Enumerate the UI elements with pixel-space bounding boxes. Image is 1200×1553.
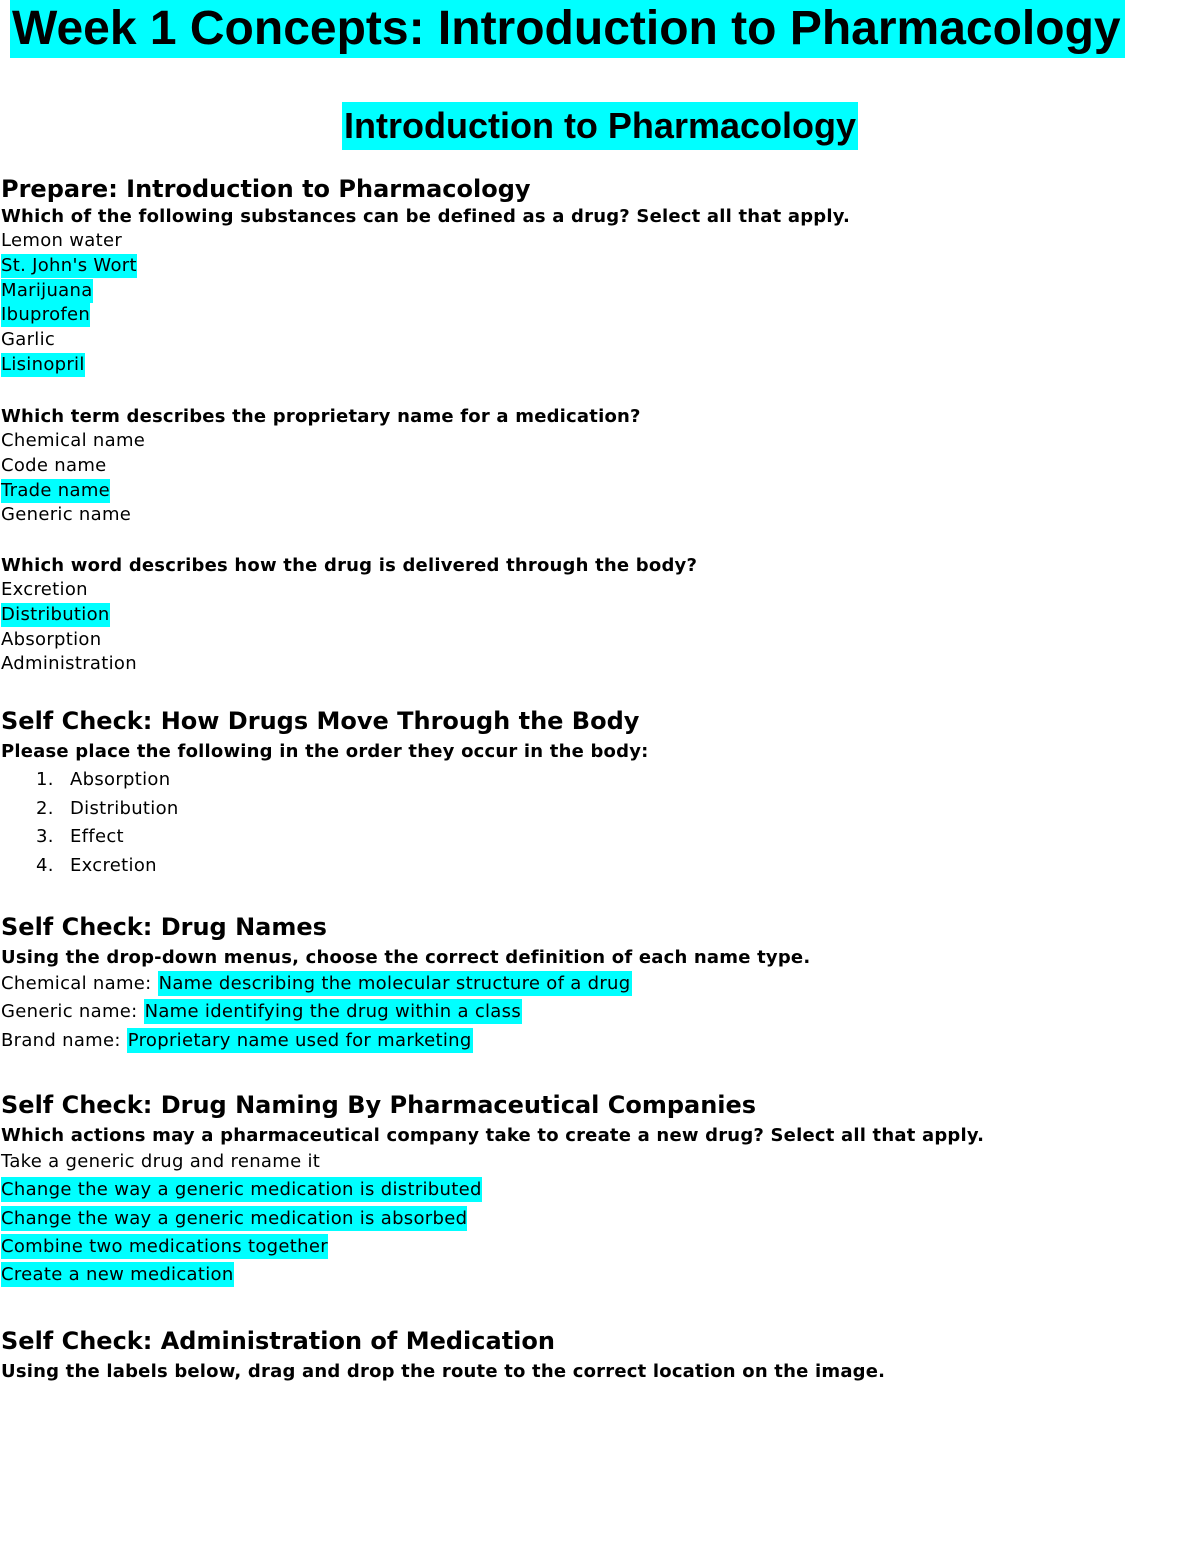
option-item-correct: Distribution <box>1 603 110 625</box>
dropdown-answer[interactable]: Name describing the molecular structure of a drug <box>158 973 631 994</box>
question-prompt: Please place the following in the order they occur in the body: <box>1 741 649 762</box>
option-item: Lemon water <box>1 230 123 251</box>
name-type-label: Brand name: <box>1 1029 121 1051</box>
question-prompt: Which word describes how the drug is delivered through the body? <box>1 555 698 576</box>
question-prompt: Using the labels below, drag and drop the route to the correct location on the image. <box>1 1361 886 1382</box>
list-item: 3. Effect <box>36 826 124 847</box>
document-subtitle-text: Introduction to Pharmacology <box>342 102 858 150</box>
option-item: Chemical name <box>1 430 146 451</box>
prepare-heading: Prepare: Introduction to Pharmacology <box>1 175 531 203</box>
option-item-correct: Create a new medication <box>1 1264 234 1286</box>
question-block <box>0 553 1200 677</box>
option-item-correct: Trade name <box>1 479 111 501</box>
naming-companies-section <box>0 1090 1200 1289</box>
option-item: Administration <box>1 653 137 675</box>
document-subtitle <box>0 102 1200 150</box>
option-item-correct: Ibuprofen <box>1 304 91 326</box>
document-title <box>0 0 1200 62</box>
document-title-text: Week 1 Concepts: Introduction to Pharmacology <box>10 0 1125 58</box>
question-prompt: Which term describes the proprietary name for a medication? <box>1 406 641 427</box>
option-item: Code name <box>1 454 107 476</box>
option-item: Garlic <box>1 329 56 351</box>
option-item: Take a generic drug and rename it <box>1 1151 321 1172</box>
list-item: 2. Distribution <box>36 797 179 819</box>
question-prompt: Using the drop-down menus, choose the correct definition of each name type. <box>1 947 811 968</box>
ordered-steps-list <box>0 766 1200 880</box>
option-item: Generic name <box>1 504 132 526</box>
option-item-correct: Change the way a generic medication is absorbed <box>1 1207 468 1229</box>
name-type-label: Chemical name: <box>1 973 152 994</box>
move-through-body-section <box>0 706 1200 880</box>
dropdown-answer[interactable]: Proprietary name used for marketing <box>127 1029 472 1051</box>
option-item-correct: Marijuana <box>1 279 93 301</box>
list-item: 4. Excretion <box>36 854 157 876</box>
prepare-section <box>0 174 1200 378</box>
section-heading: Self Check: Drug Names <box>1 913 327 941</box>
definition-row <box>0 970 1200 998</box>
section-heading: Self Check: How Drugs Move Through the Body <box>1 707 640 735</box>
definition-row <box>0 1027 1200 1055</box>
section-heading: Self Check: Administration of Medication <box>1 1327 555 1355</box>
name-type-label: Generic name: <box>1 1001 138 1023</box>
option-item-correct: Combine two medications together <box>1 1235 328 1257</box>
definition-row <box>0 998 1200 1026</box>
question-prompt: Which actions may a pharmaceutical company take to create a new drug? Select all that apply. <box>1 1125 985 1146</box>
question-block <box>0 404 1200 528</box>
administration-section <box>0 1326 1200 1384</box>
option-item: Excretion <box>1 579 88 600</box>
option-item-correct: St. John's Wort <box>1 254 137 276</box>
list-item: 1. Absorption <box>36 769 171 790</box>
question-prompt: Which of the following substances can be defined as a drug? Select all that apply. <box>1 206 851 227</box>
option-item-correct: Change the way a generic medication is distributed <box>1 1179 482 1201</box>
option-item-correct: Lisinopril <box>1 353 85 375</box>
dropdown-answer[interactable]: Name identifying the drug within a class <box>144 1001 521 1023</box>
section-heading: Self Check: Drug Naming By Pharmaceutical Companies <box>1 1091 757 1119</box>
drug-names-section <box>0 912 1200 1055</box>
question-block <box>0 204 1200 378</box>
option-item: Absorption <box>1 628 102 650</box>
